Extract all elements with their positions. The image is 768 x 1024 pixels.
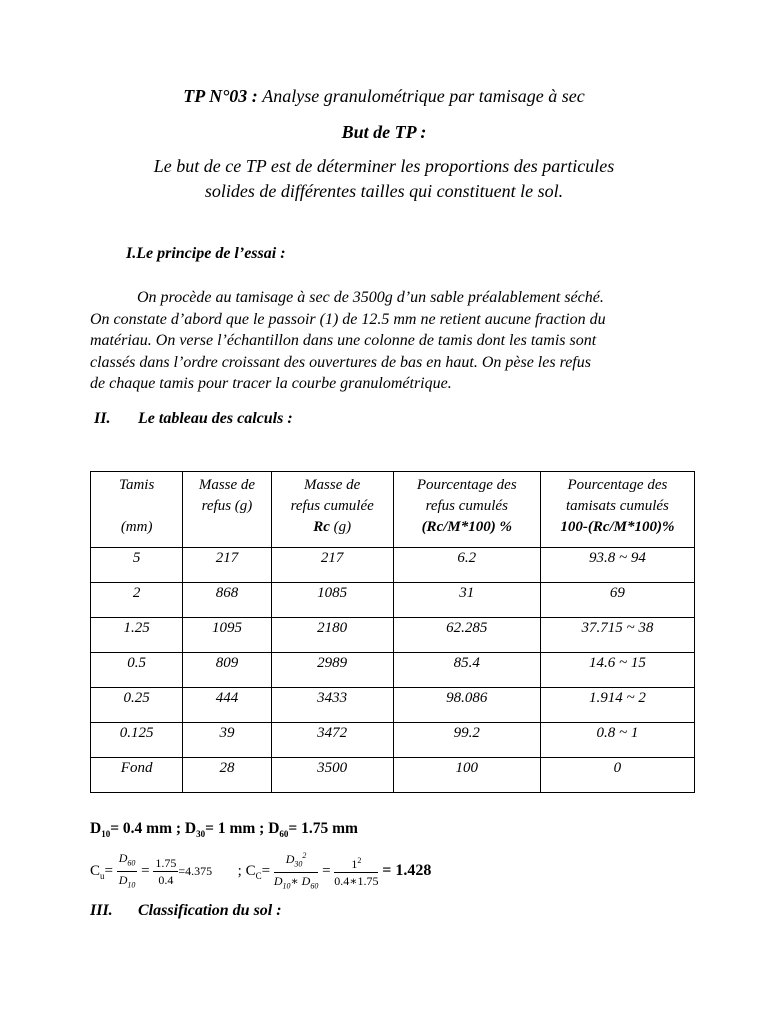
d60-label: D: [268, 820, 280, 837]
header-text: refus cumulée: [290, 498, 374, 514]
header-text: (g): [329, 519, 352, 535]
header-text: tamisats cumulés: [565, 498, 669, 514]
fraction-denominator: 0.4: [158, 872, 174, 887]
cu-fraction-symbolic: [117, 850, 138, 894]
equals-sign: =: [322, 862, 331, 879]
goal-text-line: Le but de ce TP est de déterminer les proportions des particules: [153, 156, 615, 176]
table-cell: 0: [540, 758, 694, 793]
cc-fraction-numeric: [334, 853, 378, 889]
table-cell: 100: [393, 758, 540, 793]
cc-subscript: C: [255, 870, 262, 881]
table-cell: 37.715 ~ 38: [540, 618, 694, 653]
fraction-denominator: 0.4∗1.75: [334, 874, 379, 889]
diameters-line: [90, 820, 358, 839]
paragraph-line: de chaque tamis pour tracer la courbe granulométrique.: [90, 375, 452, 392]
table-cell: 0.5: [91, 653, 183, 688]
header-text: refus cumulés: [425, 498, 508, 514]
table-row: [91, 583, 695, 618]
table-cell: 1.914 ~ 2: [540, 688, 694, 723]
fraction-numerator: [117, 850, 138, 872]
section-2-number: II.: [94, 410, 111, 427]
table-cell: 217: [271, 548, 393, 583]
section-2-heading: [94, 410, 293, 428]
table-header-row: [91, 472, 695, 548]
table-cell: 14.6 ~ 15: [540, 653, 694, 688]
table-row: [91, 723, 695, 758]
table-cell: 6.2: [393, 548, 540, 583]
d30-label: D: [184, 820, 197, 837]
math-symbol: D: [118, 872, 128, 887]
d10-label: D: [90, 820, 102, 837]
principle-paragraph: [90, 287, 690, 395]
header-refus-cumule: [271, 472, 393, 548]
math-symbol: D: [285, 852, 295, 866]
header-text: 100-(Rc/M*100)%: [560, 519, 675, 535]
table-cell: 444: [183, 688, 271, 723]
tp-title: Analyse granulométrique par tamisage à sec: [262, 86, 585, 106]
cu-equals: =: [104, 862, 113, 879]
table-row: [91, 653, 695, 688]
table-cell: 31: [393, 583, 540, 618]
header-text: Pourcentage des: [567, 477, 668, 493]
cc-equals: =: [261, 862, 271, 879]
math-subscript: 10: [282, 881, 291, 891]
header-text: Rc: [313, 519, 330, 535]
header-text: (Rc/M*100) %: [421, 519, 512, 535]
goal-heading: But de TP :: [341, 122, 427, 142]
header-text: Masse de: [198, 477, 256, 493]
paragraph-line: On constate d’abord que le passoir (1) de 12.5 mm ne retient aucune fraction du: [90, 310, 606, 328]
table-cell: 3472: [271, 723, 393, 758]
paragraph-line: On procède au tamisage à sec de 3500g d’un sable préalablement séché.: [137, 289, 604, 306]
cc-label: C: [245, 862, 256, 879]
math-superscript: 2: [357, 856, 362, 866]
d10-subscript: 10: [101, 829, 111, 840]
coefficients-formula: [90, 848, 432, 891]
tp-number: TP N°03: [183, 86, 248, 106]
paragraph-line: matériau. On verse l’échantillon dans une colonne de tamis dont les tamis sont: [90, 332, 597, 349]
d30-value: = 1 mm: [205, 820, 256, 837]
table-cell: 5: [91, 548, 183, 583]
table-cell: 69: [540, 583, 694, 618]
tp-separator: :: [247, 86, 263, 106]
separator: ;: [171, 820, 185, 837]
equals-sign: =: [141, 862, 150, 879]
header-pourcentage-tamisats: [540, 472, 694, 548]
math-subscript: 30: [294, 859, 303, 869]
table-cell: 809: [183, 653, 271, 688]
table-cell: 217: [183, 548, 271, 583]
header-text: (mm): [120, 519, 153, 535]
header-pourcentage-refus: [393, 472, 540, 548]
cu-label: C: [90, 862, 101, 879]
math-symbol: D: [118, 850, 128, 865]
paragraph-line: classés dans l’ordre croissant des ouvertures de bas en haut. On pèse les refus: [90, 353, 591, 371]
cu-subscript: u: [100, 870, 105, 881]
header-text: refus (g): [201, 498, 253, 514]
header-text: Masse de: [304, 477, 361, 493]
table-cell: 2180: [271, 618, 393, 653]
table-row: [91, 618, 695, 653]
fraction-numerator: 1.75: [155, 855, 177, 870]
math-subscript: 60: [310, 881, 319, 891]
header-text: Tamis: [118, 477, 155, 493]
cu-fraction-numeric: [153, 855, 178, 888]
table-cell: 868: [183, 583, 271, 618]
math-subscript: 60: [127, 857, 136, 867]
d10-value: = 0.4 mm: [110, 820, 172, 837]
fraction-numerator: [334, 853, 378, 873]
fraction-numerator: [274, 848, 319, 873]
table-row: [91, 758, 695, 793]
header-tamis: [91, 472, 183, 548]
d60-value: = 1.75 mm: [288, 820, 358, 837]
math-subscript: 10: [127, 880, 136, 890]
table-cell: 0.125: [91, 723, 183, 758]
table-cell: 39: [183, 723, 271, 758]
goal-text-line: solides de différentes tailles qui constituent le sol.: [204, 181, 564, 201]
table-cell: 0.25: [91, 688, 183, 723]
d30-subscript: 30: [196, 829, 206, 840]
cc-result: = 1.428: [382, 861, 432, 879]
table-cell: 62.285: [393, 618, 540, 653]
cu-result: =4.375: [178, 863, 213, 878]
table-cell: 2: [91, 583, 183, 618]
table-cell: 3500: [271, 758, 393, 793]
table-cell: 98.086: [393, 688, 540, 723]
section-3-heading: [90, 902, 282, 920]
math-number: 1: [351, 857, 358, 872]
section-3-title: Classification du sol :: [138, 902, 282, 919]
separator: ;: [255, 820, 269, 837]
table-cell: 85.4: [393, 653, 540, 688]
table-cell: Fond: [91, 758, 183, 793]
table-cell: 0.8 ~ 1: [540, 723, 694, 758]
table-cell: 99.2: [393, 723, 540, 758]
header-masse-refus: [183, 472, 271, 548]
header-text: Pourcentage des: [416, 477, 517, 493]
table-cell: 1085: [271, 583, 393, 618]
table-row: [91, 548, 695, 583]
fraction-denominator: [274, 873, 319, 894]
math-symbol: D: [273, 874, 283, 889]
section-3-number: III.: [90, 902, 113, 919]
goal-text: [0, 154, 768, 204]
cc-fraction-symbolic: [274, 848, 319, 895]
table-cell: 3433: [271, 688, 393, 723]
table-cell: 1095: [183, 618, 271, 653]
table-cell: 93.8 ~ 94: [540, 548, 694, 583]
table-row: [91, 688, 695, 723]
table-cell: 2989: [271, 653, 393, 688]
formula-separator: ;: [237, 862, 246, 879]
table-cell: 28: [183, 758, 271, 793]
math-superscript: 2: [302, 851, 307, 860]
calculation-table: [90, 471, 695, 793]
section-2-title: Le tableau des calculs :: [138, 410, 293, 427]
table-cell: 1.25: [91, 618, 183, 653]
page-title: [0, 86, 768, 107]
math-symbol: ∗ D: [290, 874, 311, 889]
fraction-denominator: [117, 872, 138, 893]
d60-subscript: 60: [279, 829, 289, 840]
section-1-heading: I.Le principe de l’essai :: [126, 245, 286, 262]
